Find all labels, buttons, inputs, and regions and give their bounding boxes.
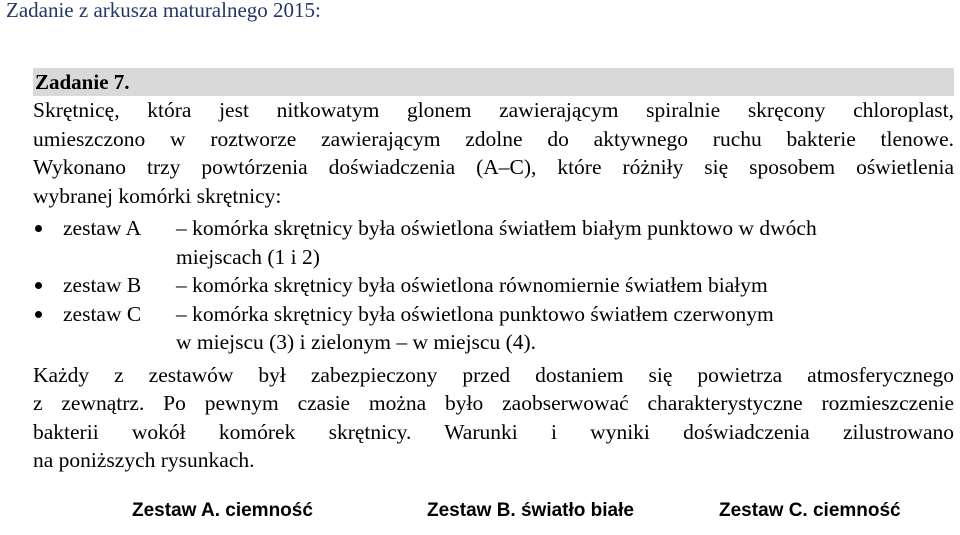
task-heading: Zadanie 7.: [33, 68, 954, 96]
intro-line: Skrętnicę, która jest nitkowatym glonem zawierającym spiralnie skręcony chloroplast,: [33, 98, 954, 122]
caption-set-a: Zestaw A. ciemność: [132, 499, 313, 521]
set-list: [33, 214, 954, 357]
closing-line: bakterii wokół komórek skrętnicy. Warunki i wyniki doświadczenia zilustrowano: [33, 419, 954, 444]
set-name: zestaw C: [63, 301, 142, 326]
closing-line: z zewnątrz. Po pewnym czasie można było zaobserwować charakterystyczne rozmieszczenie: [33, 391, 954, 415]
set-description: – komórka skrętnicy była oświetlona równomiernie światłem białym: [176, 273, 768, 297]
set-description-continued: w miejscu (3) i zielonym – w miejscu (4).: [176, 330, 537, 354]
intro-line: wybranej komórki skrętnicy:: [33, 183, 282, 208]
set-item-c: [33, 300, 954, 329]
slide-title: Zadanie z arkusza maturalnego 2015:: [6, 0, 321, 22]
bullet-icon: [35, 282, 42, 289]
set-name: zestaw A: [63, 216, 142, 240]
bullet-icon: [35, 225, 42, 232]
caption-set-c: Zestaw C. ciemność: [719, 499, 901, 521]
task-intro: [33, 96, 954, 210]
closing-line: na poniższych rysunkach.: [33, 448, 255, 472]
intro-line: Wykonano trzy powtórzenia doświadczenia (A–C), które różniły się sposobem oświetlenia: [33, 155, 954, 179]
intro-line: umieszczono w roztworze zawierającym zdolne do aktywnego ruchu bakterie tlenowe.: [33, 126, 954, 151]
closing-line: Każdy z zestawów był zabezpieczony przed dostaniem się powietrza atmosferycznego: [33, 362, 954, 387]
figure-captions: [33, 497, 954, 527]
set-description: – komórka skrętnicy była oświetlona światłem białym punktowo w dwóch: [176, 216, 817, 240]
set-name: zestaw B: [63, 273, 142, 297]
set-description-continued: miejscach (1 i 2): [176, 244, 320, 269]
caption-set-b: Zestaw B. światło białe: [427, 499, 634, 521]
bullet-icon: [35, 311, 42, 318]
exam-task-scan: [33, 68, 954, 527]
task-closing: [33, 361, 954, 475]
set-description: – komórka skrętnicy była oświetlona punktowo światłem czerwonym: [176, 301, 774, 326]
set-item-a: [33, 214, 954, 243]
set-item-b: [33, 271, 954, 300]
